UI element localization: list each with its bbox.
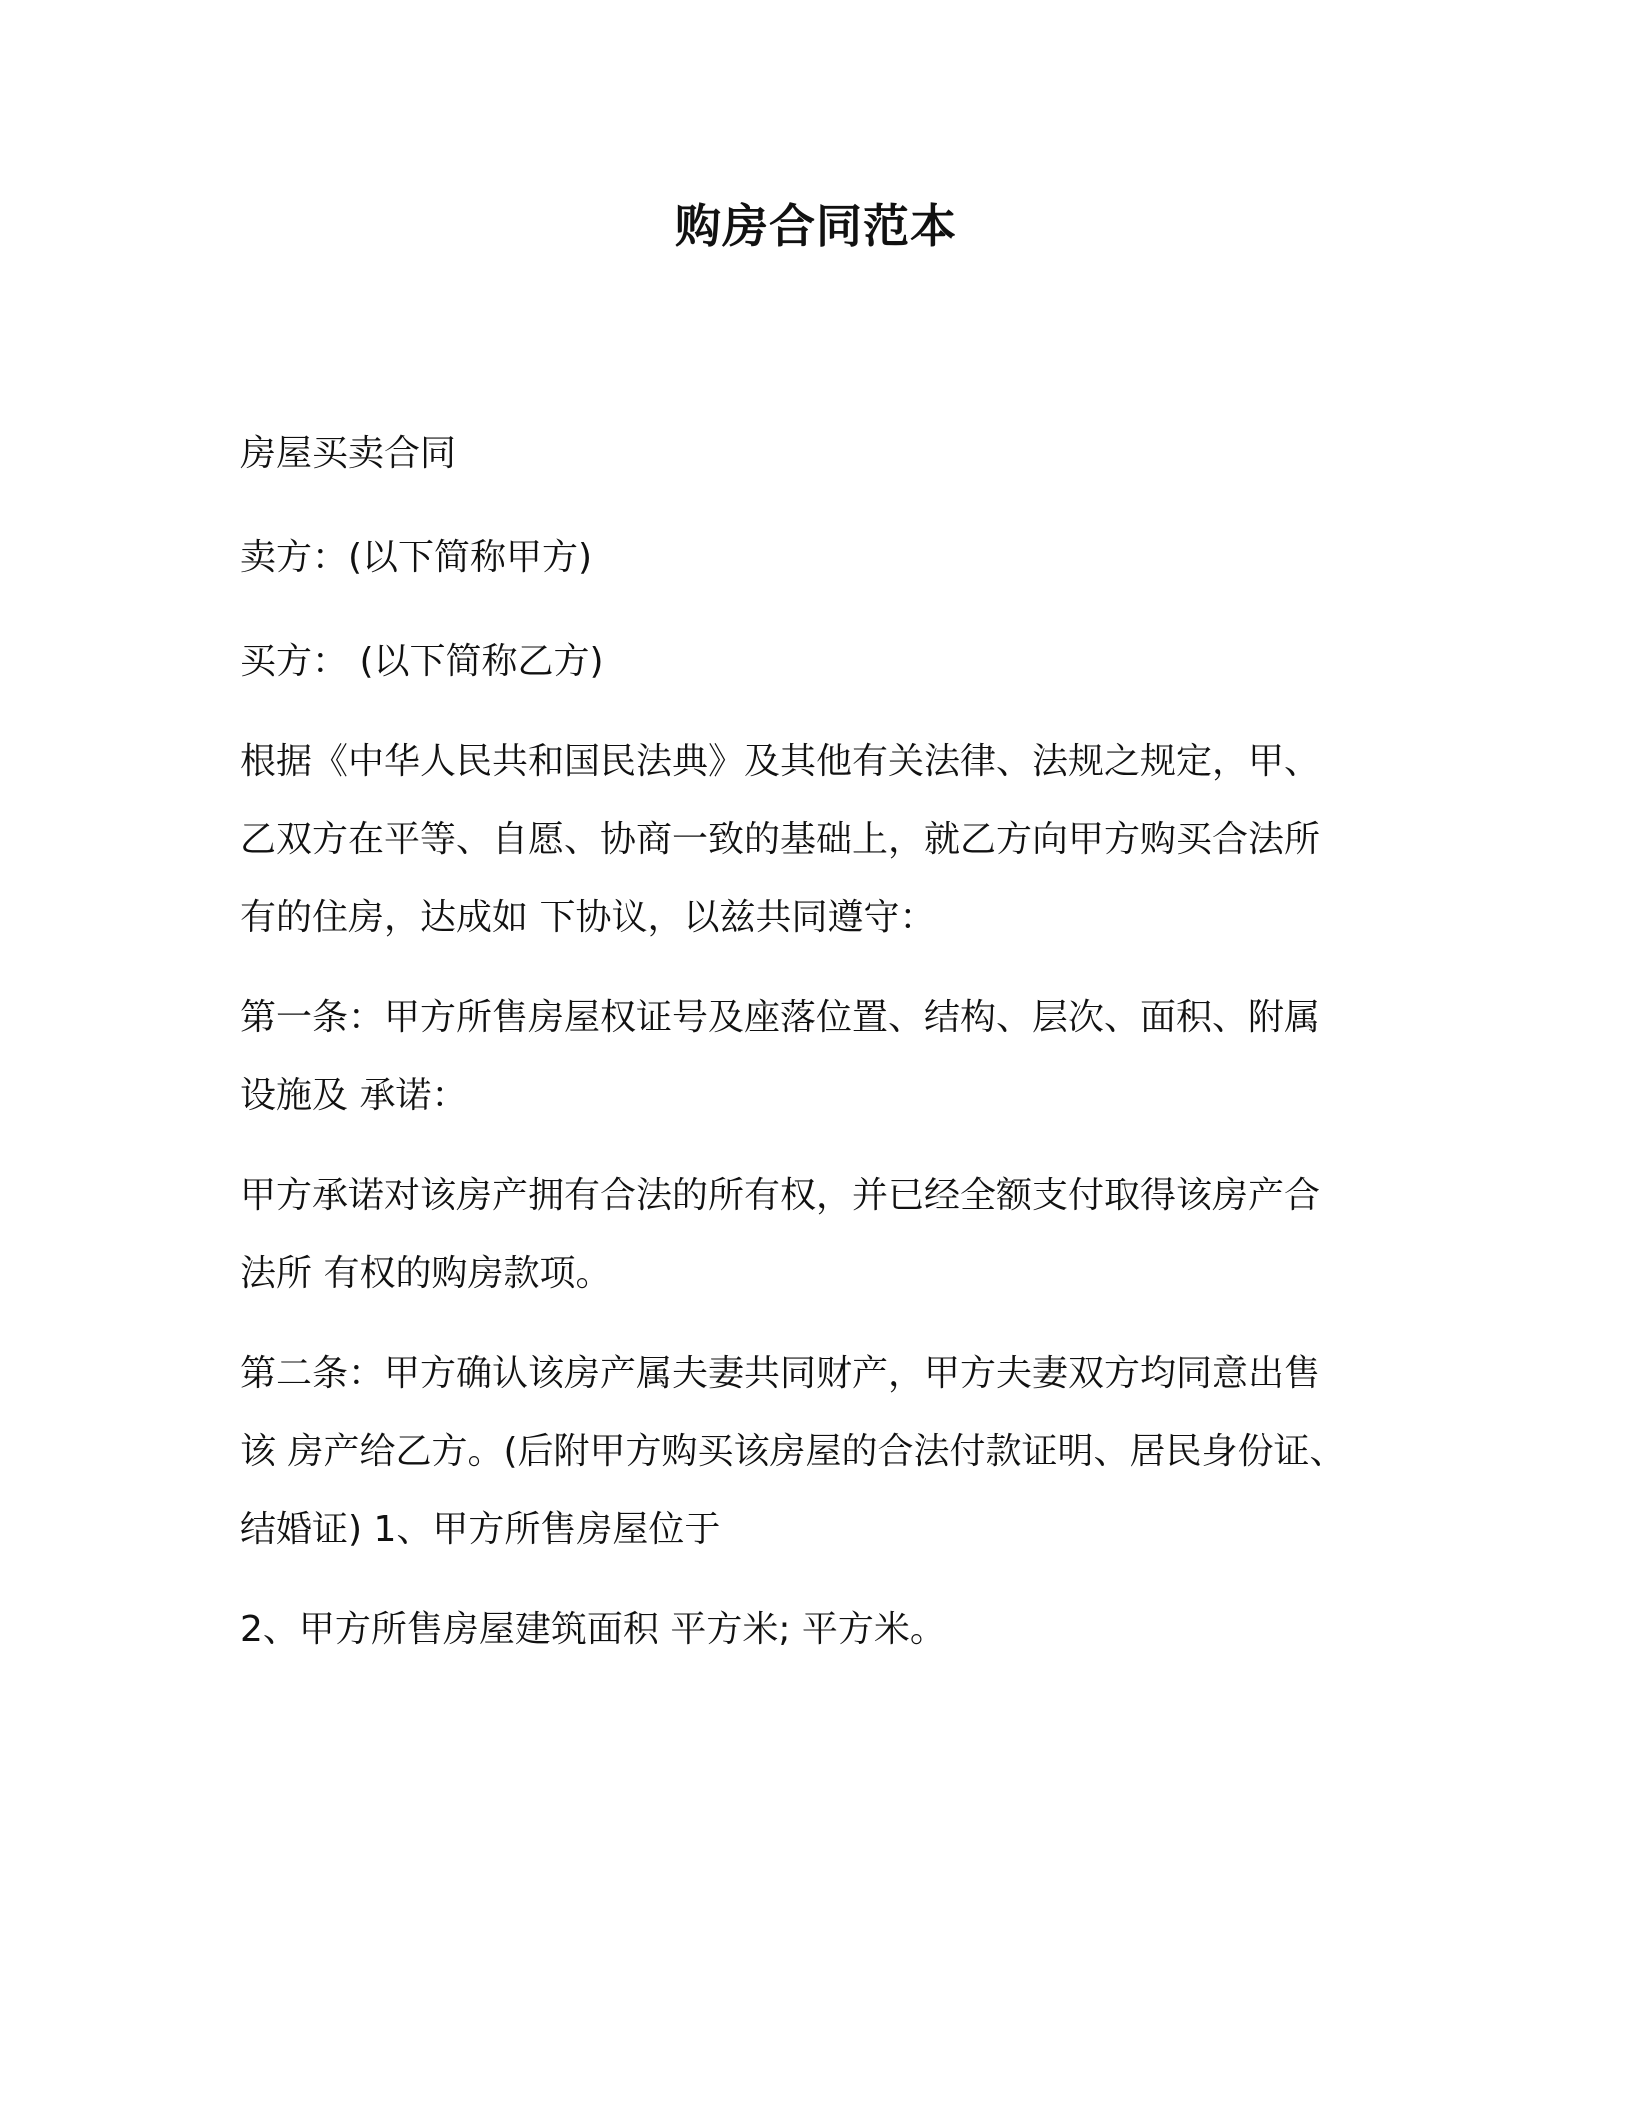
text-line: 法所 有权的购房款项。 <box>240 1253 612 1294</box>
text-line: 第一条：甲方所售房屋权证号及座落位置、结构、层次、面积、附属 <box>240 997 1321 1038</box>
text-line: 甲方承诺对该房产拥有合法的所有权，并已经全额支付取得该房产合 <box>240 1175 1321 1216</box>
paragraph-ownership-commitment <box>240 1157 1370 1313</box>
text-line: 设施及 承诺： <box>240 1075 468 1116</box>
paragraph-area-clause <box>240 1591 1370 1669</box>
document-body <box>240 415 1370 1669</box>
paragraph-seller <box>240 519 1370 597</box>
text-line: 结婚证) 1、甲方所售房屋位于 <box>240 1509 721 1550</box>
document-title: 购房合同范本 <box>675 199 957 253</box>
text-line: 房屋买卖合同 <box>240 433 457 474</box>
text-line: 第二条：甲方确认该房产属夫妻共同财产，甲方夫妻双方均同意出售 <box>240 1353 1321 1394</box>
paragraph-article-1 <box>240 979 1370 1135</box>
paragraph-article-2 <box>240 1335 1370 1569</box>
text-line: 买方： (以下简称乙方) <box>240 641 604 682</box>
text-line: 该 房产给乙方。(后附甲方购买该房屋的合法付款证明、居民身份证、 <box>240 1431 1346 1472</box>
paragraph-buyer <box>240 623 1370 701</box>
paragraph-preamble <box>240 723 1370 957</box>
text-line: 乙双方在平等、自愿、协商一致的基础上，就乙方向甲方购买合法所 <box>240 819 1321 860</box>
text-line: 根据《中华人民共和国民法典》及其他有关法律、法规之规定，甲、 <box>240 741 1321 782</box>
paragraph-contract-heading <box>240 415 1370 493</box>
text-line: 卖方：(以下简称甲方) <box>240 537 593 578</box>
text-line: 有的住房，达成如 下协议，以兹共同遵守： <box>240 897 936 938</box>
text-line: 2、甲方所售房屋建筑面积 平方米; 平方米。 <box>240 1609 946 1650</box>
